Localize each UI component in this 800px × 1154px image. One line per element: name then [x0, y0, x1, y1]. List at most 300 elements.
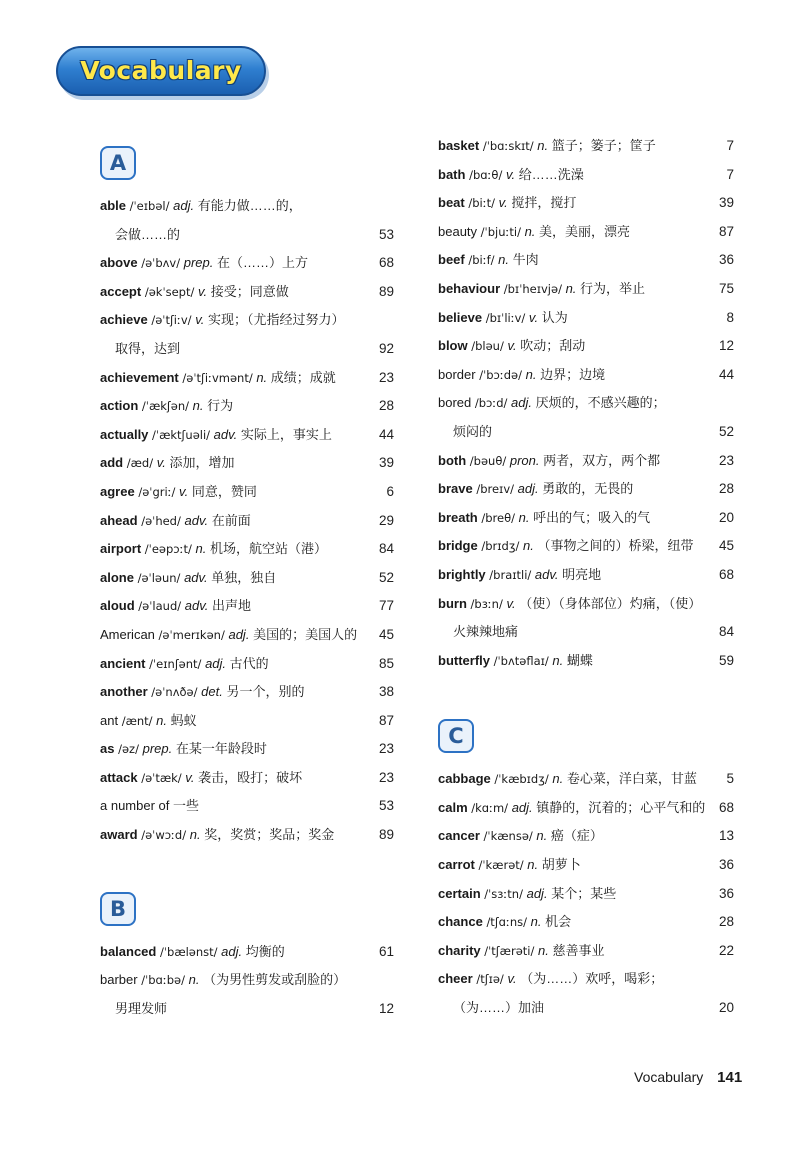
headword: alone: [100, 569, 134, 585]
part-of-speech: v.: [185, 769, 195, 785]
definition: 癌（症）: [550, 828, 603, 844]
headword: basket: [438, 138, 480, 153]
phonetic: /əˈtæk/: [141, 770, 182, 785]
page-ref: 20: [718, 1000, 734, 1016]
vocab-entry: [100, 192, 394, 221]
page-number: 141: [717, 1069, 743, 1086]
vocab-entry: [438, 880, 734, 909]
part-of-speech: v.: [507, 338, 517, 354]
definition: 勇敢的，无畏的: [542, 481, 634, 497]
vocab-entry: [438, 504, 734, 533]
definition: （使）（身体部位）灼痛，（使）: [519, 595, 702, 611]
headword: burn: [438, 595, 467, 611]
headword: butterfly: [438, 652, 490, 668]
vocab-entry: [438, 447, 734, 476]
part-of-speech: n.: [522, 538, 534, 554]
entry-text: [438, 561, 601, 590]
phonetic: /tʃɑːns/: [486, 915, 528, 930]
definition: 奖，奖赏；奖品；奖金: [204, 827, 335, 843]
headword: beauty: [438, 223, 478, 239]
headword: blow: [438, 338, 468, 354]
part-of-speech: adj.: [511, 799, 533, 815]
vocab-entry: [100, 449, 394, 478]
part-of-speech: adj.: [526, 885, 548, 901]
entry-list-a: [100, 192, 394, 850]
page-ref: 45: [718, 538, 734, 554]
page-ref: 52: [718, 423, 734, 439]
vocab-entry: [438, 361, 734, 390]
phonetic: /bɜːn/: [470, 596, 503, 611]
vocab-entry: [438, 794, 734, 823]
vocab-entry: [438, 304, 734, 333]
entry-text: [438, 304, 568, 333]
phonetic: /bləu/: [471, 339, 504, 354]
page-ref: 39: [378, 455, 394, 471]
page-ref: 92: [378, 340, 394, 356]
entry-text: [438, 994, 544, 1023]
phonetic: /əˈtʃiːvmənt/: [182, 370, 253, 385]
phonetic: /əˈtʃiːv/: [151, 313, 192, 328]
definition: 篮子；篓子；筐子: [551, 138, 656, 153]
page-ref: 28: [718, 914, 734, 930]
page-ref: 28: [718, 481, 734, 497]
definition: 厌烦的，不感兴趣的；: [535, 395, 666, 411]
headword: another: [100, 684, 148, 700]
vocab-entry: [438, 965, 734, 994]
entry-text: [100, 535, 327, 564]
headword: brave: [438, 481, 473, 497]
headword: both: [438, 452, 467, 468]
vocab-entry: [100, 306, 394, 335]
definition: 吹动；刮动: [520, 338, 586, 354]
vocab-entry-continuation: [100, 995, 394, 1024]
entry-text: [438, 475, 633, 504]
part-of-speech: n.: [156, 712, 168, 728]
entry-text: [100, 449, 235, 478]
headword: ahead: [100, 512, 138, 528]
phonetic: /əˈmerɪkən/: [158, 627, 225, 642]
entry-list-b-left: [100, 938, 394, 1024]
part-of-speech: n.: [525, 366, 537, 382]
part-of-speech: n.: [552, 652, 564, 668]
entry-list-c: [438, 765, 734, 1022]
headword: balanced: [100, 943, 157, 959]
vocab-entry-continuation: [438, 994, 734, 1023]
phonetic: /ˈbɑːbə/: [141, 973, 185, 988]
phonetic: /əˈhed/: [141, 513, 181, 528]
part-of-speech: n.: [537, 942, 549, 958]
definition: 单独，独自: [211, 569, 277, 585]
entry-text: [438, 532, 693, 561]
phonetic: /ˈbɑːskɪt/: [482, 139, 534, 153]
vocab-entry: [100, 507, 394, 536]
page-ref: 87: [378, 712, 394, 728]
page-ref: 5: [726, 771, 734, 787]
left-column: [100, 142, 394, 1023]
phonetic: /tʃɪə/: [476, 972, 504, 987]
part-of-speech: n.: [518, 509, 530, 525]
headword: beat: [438, 195, 465, 211]
part-of-speech: n.: [498, 252, 509, 268]
page-ref: 84: [718, 624, 734, 640]
entry-text: [100, 707, 197, 736]
phonetic: /ˈeəpɔːt/: [144, 542, 192, 557]
definition-continued: （为……）加油: [453, 1000, 545, 1016]
definition: 出声地: [211, 598, 251, 614]
entry-text: [438, 389, 666, 418]
entry-text: [100, 592, 251, 621]
headword: actually: [100, 426, 149, 442]
headword: as: [100, 741, 115, 757]
headword: able: [100, 198, 127, 213]
part-of-speech: v.: [505, 166, 516, 182]
headword: cheer: [438, 971, 473, 987]
phonetic: /əz/: [118, 742, 139, 757]
vocab-entry: [438, 161, 734, 190]
definition: （为男性剪发或刮脸的）: [203, 972, 347, 988]
headword: American: [100, 626, 155, 642]
part-of-speech: adj.: [173, 198, 195, 213]
definition: 呼出的气；吸入的气: [533, 509, 651, 525]
page-ref: 28: [378, 398, 394, 414]
definition: （为……）欢呼，喝彩；: [520, 971, 664, 987]
vocab-entry: [100, 278, 394, 307]
definition: 胡萝卜: [541, 857, 581, 873]
entry-text: [438, 590, 701, 619]
vocab-entry: [100, 966, 394, 995]
entry-text: [100, 306, 344, 335]
entry-text: [100, 966, 346, 995]
vocab-entry: [438, 275, 734, 304]
definition: 同意，赞同: [191, 483, 257, 499]
part-of-speech: v.: [195, 312, 205, 328]
definition: 美，美丽，漂亮: [539, 223, 631, 239]
phonetic: /breθ/: [481, 510, 515, 525]
entry-text: [100, 221, 180, 250]
entry-text: [438, 361, 605, 390]
definition: 有能力做……的，: [197, 198, 302, 213]
headword: carrot: [438, 857, 475, 873]
page-ref: 68: [718, 799, 734, 815]
headword: award: [100, 827, 138, 843]
page-ref: 68: [718, 566, 734, 582]
entry-text: [100, 650, 269, 679]
part-of-speech: n.: [192, 398, 204, 414]
headword: barber: [100, 972, 138, 988]
phonetic: /bɪˈheɪvjə/: [503, 281, 562, 296]
page-ref: 6: [386, 483, 394, 499]
page-ref: 36: [718, 857, 734, 873]
page-ref: 23: [718, 452, 734, 468]
vocab-entry: [438, 332, 734, 361]
vocab-entry: [438, 851, 734, 880]
entry-text: [438, 447, 660, 476]
part-of-speech: v.: [506, 595, 516, 611]
page-ref: 85: [378, 655, 394, 671]
part-of-speech: adv.: [184, 598, 209, 614]
phonetic: /æd/: [126, 456, 154, 471]
entry-text: [100, 392, 233, 421]
part-of-speech: n.: [256, 369, 268, 385]
vocab-entry-continuation: [438, 618, 734, 647]
definition-continued: 烦闷的: [453, 423, 493, 439]
page-ref: 8: [726, 309, 734, 325]
vocab-entry: [100, 478, 394, 507]
page-ref: 38: [378, 684, 394, 700]
phonetic: /bɔːd/: [474, 396, 508, 411]
entry-text: [100, 421, 332, 450]
part-of-speech: v.: [498, 195, 508, 211]
letter-heading-c: C: [438, 719, 474, 753]
vocab-entry: [438, 218, 734, 247]
entry-text: [438, 794, 705, 823]
page-ref: 44: [718, 366, 734, 382]
entry-text: [438, 275, 645, 304]
definition: 边界；边境: [540, 366, 606, 382]
part-of-speech: n.: [524, 223, 536, 239]
entry-text: [100, 621, 357, 650]
page-ref: 61: [378, 943, 394, 959]
page-ref: 87: [718, 223, 734, 239]
vocab-entry: [438, 937, 734, 966]
part-of-speech: v.: [507, 971, 517, 987]
letter-heading-a: A: [100, 146, 136, 180]
part-of-speech: n.: [189, 827, 201, 843]
headword: ant: [100, 712, 119, 728]
part-of-speech: adj.: [205, 655, 227, 671]
definition: 成绩；成就: [270, 369, 336, 385]
definition: 给……洗澡: [518, 166, 584, 182]
page-ref: 89: [378, 283, 394, 299]
phonetic: /əˈwɔːd/: [141, 828, 187, 843]
footer-label: Vocabulary: [634, 1069, 704, 1085]
page-ref: 7: [726, 138, 734, 153]
right-column: [438, 132, 734, 1023]
entry-text: [100, 507, 251, 536]
part-of-speech: v.: [528, 309, 539, 325]
page-ref: 23: [378, 741, 394, 757]
phonetic: /ænt/: [121, 713, 153, 728]
part-of-speech: n.: [530, 914, 542, 930]
definition: 实现；（尤指经过努力）: [207, 312, 345, 328]
page-ref: 59: [718, 652, 734, 668]
page-ref: 36: [718, 252, 734, 268]
page-ref: 20: [718, 509, 734, 525]
page-footer: [634, 1069, 742, 1086]
vocab-entry: [438, 647, 734, 676]
entry-text: [438, 965, 663, 994]
part-of-speech: v.: [179, 483, 189, 499]
definition: （事物之间的）桥梁，纽带: [537, 538, 694, 554]
page-ref: 53: [378, 226, 394, 242]
part-of-speech: adj.: [221, 943, 243, 959]
entry-text: [100, 735, 267, 764]
part-of-speech: v.: [156, 455, 166, 471]
vocab-entry: [100, 735, 394, 764]
vocab-entry: [438, 246, 734, 275]
entry-text: [100, 764, 302, 793]
headword: a number of: [100, 798, 170, 814]
vocab-entry: [100, 938, 394, 967]
definition: 行为，举止: [580, 280, 646, 296]
vocab-entry: [438, 532, 734, 561]
phonetic: /ˈkænsə/: [483, 829, 533, 844]
vocab-entry: [438, 189, 734, 218]
page-ref: 12: [378, 1000, 394, 1016]
part-of-speech: adj.: [517, 481, 539, 497]
part-of-speech: n.: [565, 280, 577, 296]
headword: add: [100, 455, 124, 471]
part-of-speech: n.: [552, 771, 564, 787]
page-ref: 45: [378, 626, 394, 642]
entry-text: [438, 880, 616, 909]
entry-text: [438, 246, 539, 275]
definition-continued: 取得，达到: [115, 340, 181, 356]
definition: 某个；某些: [551, 885, 617, 901]
headword: ancient: [100, 655, 146, 671]
entry-text: [438, 851, 581, 880]
part-of-speech: n.: [537, 138, 549, 153]
vocab-entry: [100, 821, 394, 850]
page-ref: 23: [378, 769, 394, 785]
definition: 在某一年龄段时: [175, 741, 267, 757]
definition: 另一个，别的: [226, 684, 305, 700]
phonetic: /brɪdʒ/: [481, 539, 520, 554]
page-ref: 52: [378, 569, 394, 585]
definition: 实际上，事实上: [240, 426, 332, 442]
entry-text: [438, 822, 603, 851]
entry-text: [100, 192, 302, 221]
definition: 机场，航空站（港）: [209, 541, 327, 557]
vocab-entry: [100, 707, 394, 736]
entry-text: [100, 564, 276, 593]
entry-text: [438, 161, 584, 190]
part-of-speech: adv.: [184, 569, 208, 585]
part-of-speech: adj.: [228, 626, 250, 642]
headword: airport: [100, 541, 142, 557]
entry-text: [100, 478, 257, 507]
phonetic: /ˈkærət/: [478, 858, 524, 873]
phonetic: /ˈtʃærəti/: [484, 943, 535, 958]
vocab-entry: [100, 592, 394, 621]
definition: 明亮地: [562, 566, 602, 582]
definition: 牛肉: [512, 252, 539, 268]
definition-continued: 火辣辣地痛: [453, 624, 519, 640]
headword: bath: [438, 166, 466, 182]
page-ref: 89: [378, 827, 394, 843]
entry-text: [438, 189, 576, 218]
vocab-entry-continuation: [438, 418, 734, 447]
part-of-speech: n.: [527, 857, 539, 873]
headword: charity: [438, 942, 481, 958]
headword: aloud: [100, 598, 135, 614]
definition-continued: 会做……的: [115, 226, 181, 242]
headword: cabbage: [438, 771, 491, 787]
vocab-entry: [100, 678, 394, 707]
phonetic: /əˈgriː/: [138, 484, 176, 499]
headword: chance: [438, 914, 483, 930]
page-ref: 23: [378, 369, 394, 385]
page-ref: 29: [378, 512, 394, 528]
page-ref: 39: [718, 195, 734, 211]
entry-text: [100, 995, 167, 1024]
entry-list-b-right: [438, 132, 734, 675]
part-of-speech: adv.: [534, 566, 559, 582]
phonetic: /biːt/: [468, 196, 495, 211]
vocab-entry: [100, 364, 394, 393]
vocab-entry: [100, 392, 394, 421]
page-ref: 7: [726, 166, 734, 182]
definition: 蚂蚁: [170, 712, 197, 728]
headword: border: [438, 366, 476, 382]
vocab-entry-continuation: [100, 335, 394, 364]
vocab-entry: [438, 908, 734, 937]
entry-text: [100, 278, 289, 307]
definition: 慈善事业: [552, 942, 605, 958]
definition: 镇静的，沉着的；心平气和的: [536, 799, 706, 815]
entry-text: [438, 418, 492, 447]
definition: 卷心菜，洋白菜，甘蓝: [566, 771, 697, 787]
page-ref: 68: [378, 255, 394, 271]
part-of-speech: det.: [201, 684, 223, 700]
definition: 一些: [173, 798, 200, 814]
phonetic: /əˈnʌðə/: [151, 685, 198, 700]
phonetic: /bɑːθ/: [469, 167, 503, 182]
entry-text: [438, 504, 650, 533]
part-of-speech: adv.: [184, 512, 209, 528]
headword: bridge: [438, 538, 478, 554]
headword: bored: [438, 395, 472, 411]
phonetic: /ˈkæbɪdʒ/: [494, 772, 549, 787]
page-ref: 53: [378, 798, 394, 814]
definition: 古代的: [229, 655, 269, 671]
entry-text: [100, 364, 336, 393]
phonetic: /braɪtli/: [489, 567, 532, 582]
vocab-entry: [100, 650, 394, 679]
phonetic: /ˈæktʃuəli/: [152, 427, 211, 442]
page-title: Vocabulary: [80, 56, 242, 85]
vocab-entry-continuation: [100, 221, 394, 250]
definition: 行为: [207, 398, 234, 414]
headword: breath: [438, 509, 478, 525]
phonetic: /ˈækʃən/: [141, 399, 190, 414]
part-of-speech: adj.: [511, 395, 533, 411]
part-of-speech: prep.: [183, 255, 214, 271]
entry-text: [438, 647, 593, 676]
page-ref: 77: [378, 598, 394, 614]
page-ref: 75: [718, 280, 734, 296]
vocab-entry: [100, 535, 394, 564]
headword: accept: [100, 283, 142, 299]
headword: beef: [438, 252, 465, 268]
entry-text: [100, 821, 334, 850]
definition: 袭击，殴打；破坏: [198, 769, 303, 785]
page-ref: 84: [378, 541, 394, 557]
definition: 美国的；美国人的: [253, 626, 358, 642]
part-of-speech: v.: [197, 283, 208, 299]
part-of-speech: adv.: [213, 426, 238, 442]
headword: above: [100, 255, 138, 271]
page-ref: 22: [718, 942, 734, 958]
part-of-speech: pron.: [509, 452, 540, 468]
headword: cancer: [438, 828, 480, 844]
vocab-entry: [438, 822, 734, 851]
phonetic: /kɑːm/: [471, 800, 509, 815]
entry-text: [100, 678, 304, 707]
phonetic: /ˈbʌtəflaɪ/: [493, 653, 549, 668]
entry-text: [438, 132, 656, 161]
vocab-entry: [100, 249, 394, 278]
